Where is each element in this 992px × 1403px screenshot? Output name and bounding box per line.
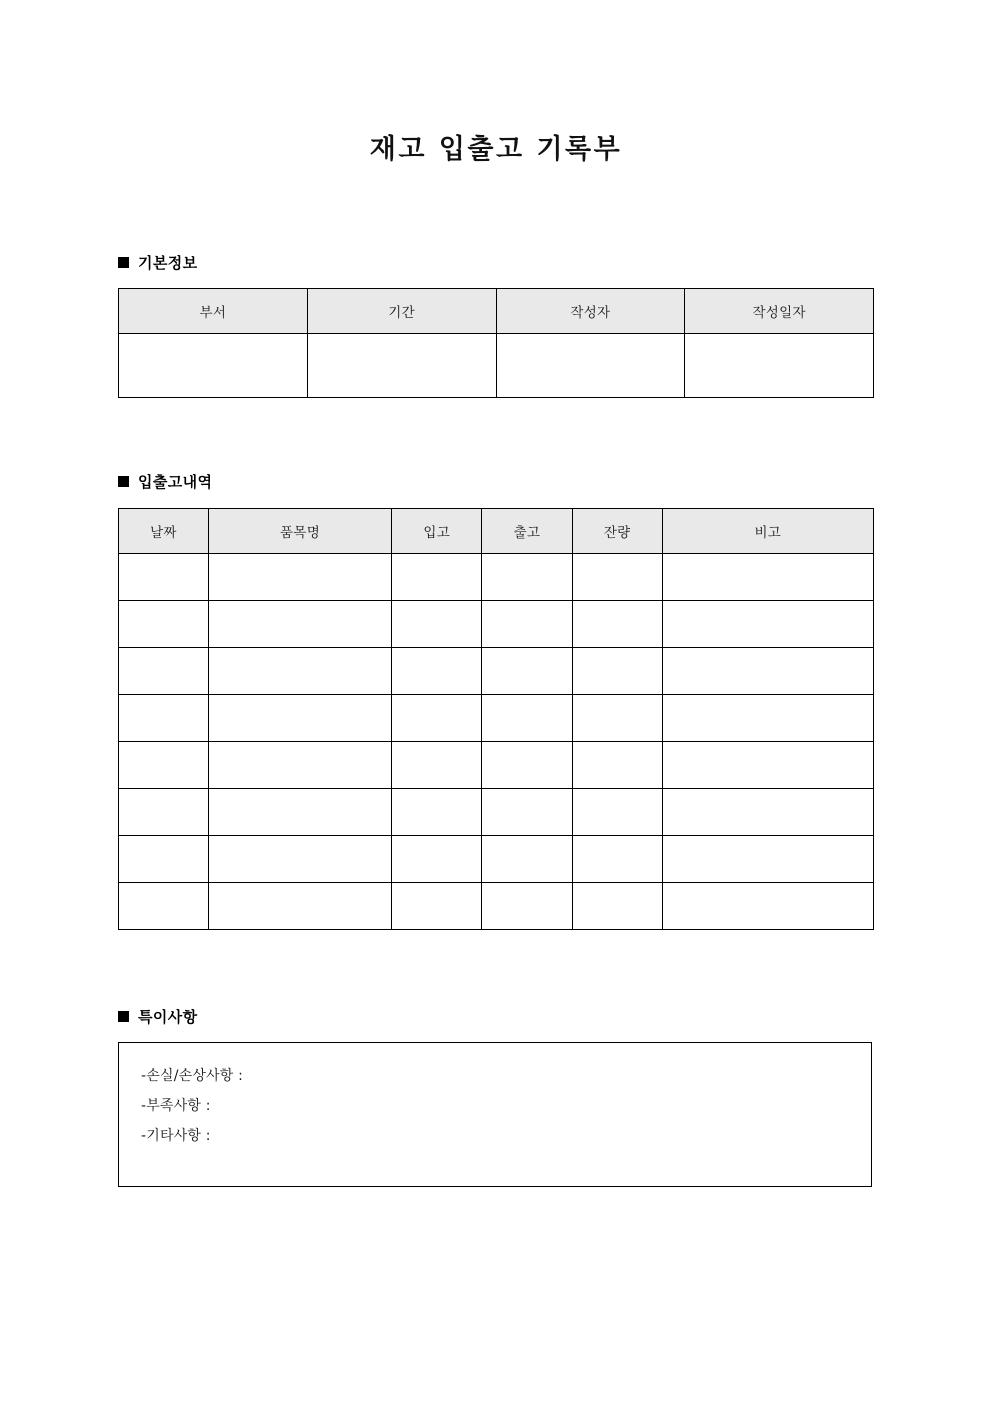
ledger-table-header xyxy=(119,509,874,554)
filled-square-bullet-icon xyxy=(118,1011,129,1022)
column-header-author: 작성자 xyxy=(496,289,685,334)
table-row xyxy=(119,836,874,883)
cell-item-name[interactable] xyxy=(208,836,391,883)
cell-remarks[interactable] xyxy=(662,695,873,742)
basic-info-table-header xyxy=(119,289,874,334)
column-header-date: 날짜 xyxy=(119,509,209,554)
section-heading-special-notes xyxy=(118,1006,198,1027)
table-row xyxy=(119,789,874,836)
cell-remarks[interactable] xyxy=(662,883,873,930)
cell-period[interactable] xyxy=(307,334,496,398)
table-header-row xyxy=(119,289,874,334)
cell-remarks[interactable] xyxy=(662,836,873,883)
cell-outbound[interactable] xyxy=(482,554,573,601)
special-notes-line: -기타사항 : xyxy=(141,1128,211,1144)
cell-balance[interactable] xyxy=(572,554,662,601)
cell-inbound[interactable] xyxy=(392,742,482,789)
column-header-item-name: 품목명 xyxy=(208,509,391,554)
table-row xyxy=(119,554,874,601)
special-notes-line: -손실/손상사항 : xyxy=(141,1068,244,1084)
cell-outbound[interactable] xyxy=(482,883,573,930)
cell-outbound[interactable] xyxy=(482,648,573,695)
filled-square-bullet-icon xyxy=(118,257,129,268)
cell-outbound[interactable] xyxy=(482,695,573,742)
cell-date[interactable] xyxy=(119,789,209,836)
basic-info-table-body xyxy=(119,334,874,398)
cell-remarks[interactable] xyxy=(662,601,873,648)
cell-outbound[interactable] xyxy=(482,601,573,648)
table-row xyxy=(119,648,874,695)
cell-inbound[interactable] xyxy=(392,601,482,648)
column-header-balance: 잔량 xyxy=(572,509,662,554)
cell-date[interactable] xyxy=(119,601,209,648)
section-heading-basic-info xyxy=(118,252,198,273)
cell-balance[interactable] xyxy=(572,883,662,930)
table-row xyxy=(119,334,874,398)
column-header-period: 기간 xyxy=(307,289,496,334)
cell-department[interactable] xyxy=(119,334,308,398)
cell-balance[interactable] xyxy=(572,836,662,883)
cell-inbound[interactable] xyxy=(392,648,482,695)
cell-author[interactable] xyxy=(496,334,685,398)
column-header-outbound: 출고 xyxy=(482,509,573,554)
basic-info-table xyxy=(118,288,874,398)
cell-item-name[interactable] xyxy=(208,883,391,930)
section-heading-ledger xyxy=(118,471,212,492)
cell-item-name[interactable] xyxy=(208,789,391,836)
cell-outbound[interactable] xyxy=(482,742,573,789)
cell-balance[interactable] xyxy=(572,601,662,648)
table-row xyxy=(119,883,874,930)
cell-date[interactable] xyxy=(119,695,209,742)
cell-outbound[interactable] xyxy=(482,836,573,883)
cell-balance[interactable] xyxy=(572,648,662,695)
column-header-department: 부서 xyxy=(119,289,308,334)
table-row xyxy=(119,742,874,789)
table-row xyxy=(119,695,874,742)
ledger-table-body xyxy=(119,554,874,930)
cell-date[interactable] xyxy=(119,742,209,789)
cell-inbound[interactable] xyxy=(392,554,482,601)
column-header-remarks: 비고 xyxy=(662,509,873,554)
cell-remarks[interactable] xyxy=(662,789,873,836)
cell-item-name[interactable] xyxy=(208,742,391,789)
cell-item-name[interactable] xyxy=(208,648,391,695)
cell-date[interactable] xyxy=(119,883,209,930)
cell-remarks[interactable] xyxy=(662,742,873,789)
cell-date[interactable] xyxy=(119,648,209,695)
section-heading-label: 입출고내역 xyxy=(138,473,213,491)
cell-item-name[interactable] xyxy=(208,695,391,742)
special-notes-box[interactable] xyxy=(118,1042,872,1187)
filled-square-bullet-icon xyxy=(118,476,129,487)
cell-date[interactable] xyxy=(119,554,209,601)
table-row xyxy=(119,601,874,648)
cell-balance[interactable] xyxy=(572,789,662,836)
cell-balance[interactable] xyxy=(572,742,662,789)
cell-inbound[interactable] xyxy=(392,789,482,836)
cell-date[interactable] xyxy=(119,836,209,883)
special-notes-line: -부족사항 : xyxy=(141,1098,211,1114)
cell-balance[interactable] xyxy=(572,695,662,742)
ledger-table xyxy=(118,508,874,930)
cell-remarks[interactable] xyxy=(662,648,873,695)
cell-inbound[interactable] xyxy=(392,836,482,883)
cell-item-name[interactable] xyxy=(208,554,391,601)
cell-inbound[interactable] xyxy=(392,695,482,742)
section-heading-label: 특이사항 xyxy=(138,1008,198,1026)
section-heading-label: 기본정보 xyxy=(138,254,198,272)
cell-item-name[interactable] xyxy=(208,601,391,648)
cell-remarks[interactable] xyxy=(662,554,873,601)
column-header-inbound: 입고 xyxy=(392,509,482,554)
table-header-row xyxy=(119,509,874,554)
cell-written-date[interactable] xyxy=(685,334,874,398)
cell-outbound[interactable] xyxy=(482,789,573,836)
column-header-written-date: 작성일자 xyxy=(685,289,874,334)
page-title: 재고 입출고 기록부 xyxy=(369,134,623,165)
cell-inbound[interactable] xyxy=(392,883,482,930)
